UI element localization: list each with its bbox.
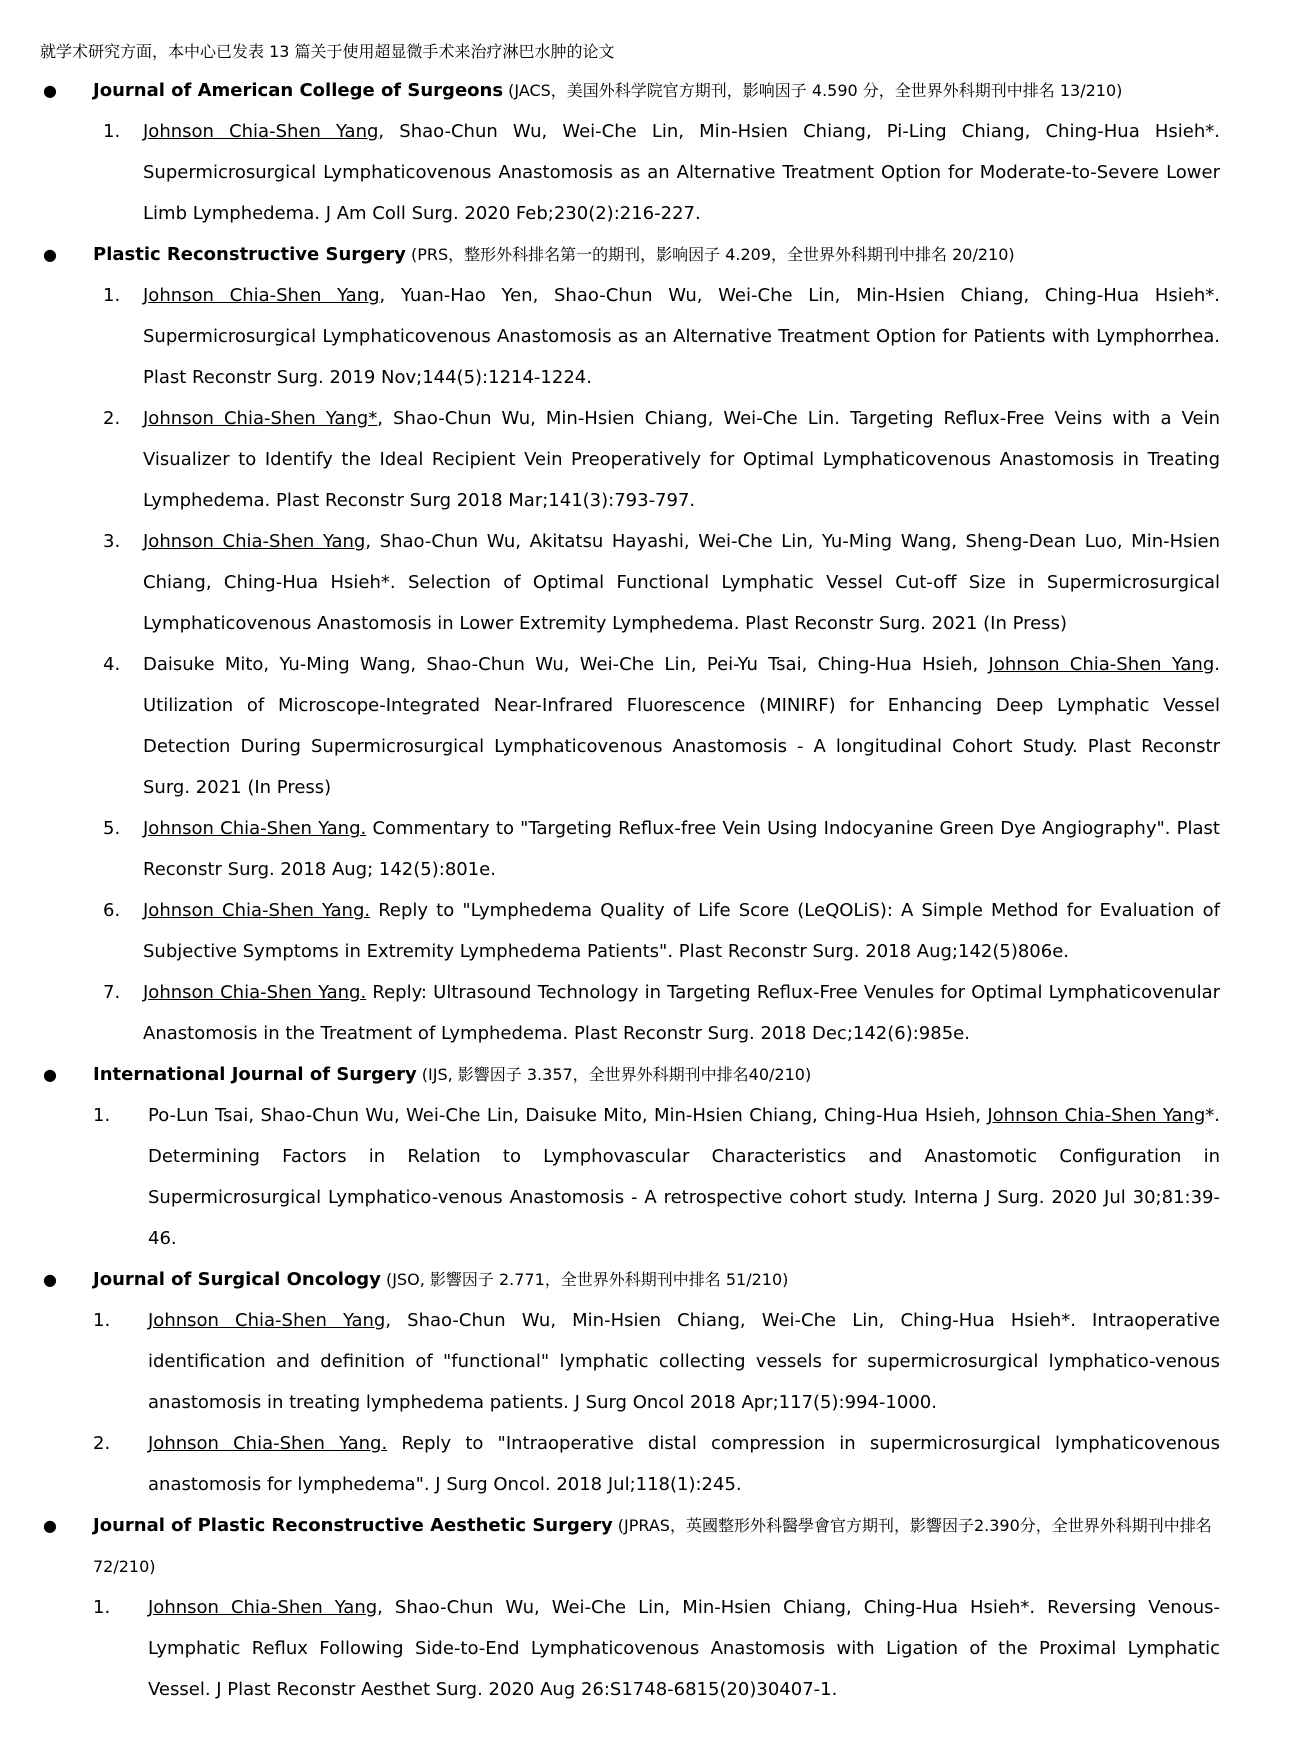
journal-name: Journal of Surgical Oncology [93,1269,381,1290]
publication-item [93,398,1220,521]
author-name: Johnson Chia-Shen Yang. [143,900,371,921]
publication-list-ijs [40,1095,1220,1259]
journal-heading-jacs [40,70,1220,111]
journal-heading-jso [40,1259,1220,1300]
item-number: 4. [103,654,121,675]
publication-item [93,1300,1220,1423]
item-number: 2. [103,408,121,429]
author-name: Johnson Chia-Shen Yang* [143,408,378,429]
citation-text: , Shao-Chun Wu, Wei-Che Lin, Min-Hsien Chiang, Ching-Hua Hsieh*. Reversing Venous-Lymphatic Reflux Following Side-to-End Lymphaticovenous Anastomosis with Ligation of the Proximal Lymphatic Vessel. J Plast Reconstr Aesthet Surg. 2020 Aug 26:S1748-6815(20)30407-1. [148,1597,1220,1700]
citation-text: , Shao-Chun Wu, Min-Hsien Chiang, Wei-Che Lin. Targeting Reflux-Free Veins with a Vein Visualizer to Identify the Ideal Recipient Vein Preoperatively for Optimal Lymphaticovenous Anastomosis in Treating Lymphedema. Plast Reconstr Surg 2018 Mar;141(3):793-797. [143,408,1220,511]
author-name: Johnson Chia-Shen Yang [148,1597,378,1618]
author-name: Johnson Chia-Shen Yang. [143,818,367,839]
citation-text: . Utilization of Microscope-Integrated Near-Infrared Fluorescence (MINIRF) for Enhancing Deep Lymphatic Vessel Detection During Supermicrosurgical Lymphaticovenous Anastomosis - A longitudinal Cohort Study. Plast Reconstr Surg. 2021 (In Press) [143,654,1220,798]
publication-item [93,890,1220,972]
publication-item [93,111,1220,234]
item-number: 1. [93,1105,111,1126]
publication-list-prs [40,275,1220,1054]
co-authors: Po-Lun Tsai, Shao-Chun Wu, Wei-Che Lin, Daisuke Mito, Min-Hsien Chiang, Ching-Hua Hsieh, [148,1105,988,1126]
citation-text: Reply to "Intraoperative distal compression in supermicrosurgical lymphaticovenous anastomosis for lymphedema". J Surg Oncol. 2018 Jul;118(1):245. [148,1433,1220,1495]
item-number: 1. [103,285,121,306]
journal-name: Plastic Reconstructive Surgery [93,244,406,265]
author-name: Johnson Chia-Shen Yang. [148,1433,388,1454]
citation-text: , Shao-Chun Wu, Wei-Che Lin, Min-Hsien Chiang, Pi-Ling Chiang, Ching-Hua Hsieh*. Supermicrosurgical Lymphaticovenous Anastomosis as an Alternative Treatment Option for Moderate-to-Severe Lower Limb Lymphedema. J Am Coll Surg. 2020 Feb;230(2):216-227. [143,121,1220,224]
item-number: 7. [103,982,121,1003]
journal-name: International Journal of Surgery [93,1064,417,1085]
item-number: 2. [93,1433,111,1454]
journal-name: Journal of Plastic Reconstructive Aesthetic Surgery [93,1515,613,1536]
journal-note: (JPRAS，英國整形外科醫學會官方期刊，影響因子2.390分，全世界外科期刊中排名72/210) [93,1516,1212,1576]
citation-text: Reply to "Lymphedema Quality of Life Score (LeQOLiS): A Simple Method for Evaluation of Subjective Symptoms in Extremity Lymphedema Patients". Plast Reconstr Surg. 2018 Aug;142(5)806e. [143,900,1220,962]
journal-name: Journal of American College of Surgeons [93,80,504,101]
citation-text: *. Determining Factors in Relation to Lymphovascular Characteristics and Anastomotic Configuration in Supermicrosurgical Lymphatico-venous Anastomosis - A retrospective cohort study. Interna J Surg. 2020 Jul 30;81:39-46. [148,1105,1220,1249]
intro-text: 就学术研究方面，本中心已发表 13 篇关于使用超显微手术来治疗淋巴水肿的论文 [40,42,615,61]
item-number: 1. [103,121,121,142]
author-name: Johnson Chia-Shen Yang [987,1105,1206,1126]
item-number: 3. [103,531,121,552]
publication-list-jso [40,1300,1220,1505]
co-authors: Daisuke Mito, Yu-Ming Wang, Shao-Chun Wu, Wei-Che Lin, Pei-Yu Tsai, Ching-Hua Hsieh, [143,654,989,675]
author-name: Johnson Chia-Shen Yang [988,654,1215,675]
citation-text: , Yuan-Hao Yen, Shao-Chun Wu, Wei-Che Lin, Min-Hsien Chiang, Ching-Hua Hsieh*. Supermicrosurgical Lymphaticovenous Anastomosis as an Alternative Treatment Option for Patients with Lymphorrhea. Plast Reconstr Surg. 2019 Nov;144(5):1214-1224. [143,285,1220,388]
publication-item [93,1423,1220,1505]
author-name: Johnson Chia-Shen Yang [148,1310,386,1331]
citation-text: Reply: Ultrasound Technology in Targeting Reflux-Free Venules for Optimal Lymphaticovenular Anastomosis in the Treatment of Lymphedema. Plast Reconstr Surg. 2018 Dec;142(6):985e. [143,982,1220,1044]
publication-item [93,644,1220,808]
item-number: 5. [103,818,121,839]
journal-note: (PRS，整形外科排名第一的期刊，影响因子 4.209，全世界外科期刊中排名 20/210) [405,245,1015,264]
journal-note: (JSO, 影響因子 2.771，全世界外科期刊中排名 51/210) [380,1270,789,1289]
journal-note: (JACS，美国外科学院官方期刊，影响因子 4.590 分，全世界外科期刊中排名 13/210) [503,81,1123,100]
author-name: Johnson Chia-Shen Yang. [143,982,367,1003]
publication-item [93,972,1220,1054]
citation-text: , Shao-Chun Wu, Akitatsu Hayashi, Wei-Che Lin, Yu-Ming Wang, Sheng-Dean Luo, Min-Hsien Chiang, Ching-Hua Hsieh*. Selection of Optimal Functional Lymphatic Vessel Cut-off Size in Supermicrosurgical Lymphaticovenous Anastomosis in Lower Extremity Lymphedema. Plast Reconstr Surg. 2021 (In Press) [143,531,1220,634]
item-number: 1. [93,1310,111,1331]
publication-item [93,521,1220,644]
publication-list-jpras [40,1587,1220,1710]
publication-item [93,1587,1220,1710]
citation-text: Commentary to "Targeting Reflux-free Vein Using Indocyanine Green Dye Angiography". Plast Reconstr Surg. 2018 Aug; 142(5):801e. [143,818,1220,880]
publication-item [93,275,1220,398]
journal-note: (IJS, 影響因子 3.357，全世界外科期刊中排名40/210) [416,1065,812,1084]
item-number: 1. [93,1597,111,1618]
author-name: Johnson Chia-Shen Yang [143,121,379,142]
item-number: 6. [103,900,121,921]
publication-item [93,1095,1220,1259]
author-name: Johnson Chia-Shen Yang [143,531,366,552]
publication-item [93,808,1220,890]
journal-heading-prs [40,234,1220,275]
publication-list-jacs [40,111,1220,234]
citation-text: , Shao-Chun Wu, Min-Hsien Chiang, Wei-Che Lin, Ching-Hua Hsieh*. Intraoperative identification and definition of "functional" lymphatic collecting vessels for supermicrosurgical lymphatico-venous anastomosis in treating lymphedema patients. J Surg Oncol 2018 Apr;117(5):994-1000. [148,1310,1220,1413]
journal-heading-jpras [40,1505,1220,1587]
journal-heading-ijs [40,1054,1220,1095]
author-name: Johnson Chia-Shen Yang [143,285,380,306]
